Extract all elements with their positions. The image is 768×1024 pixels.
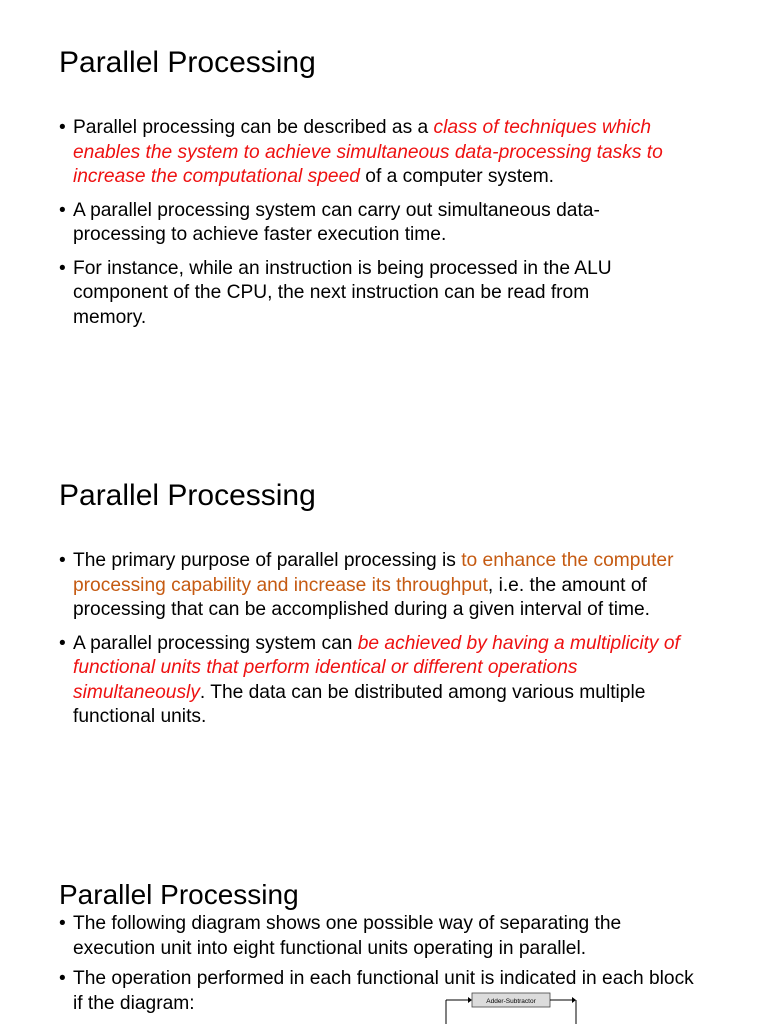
- bullet-text: Parallel processing can be described as a class of techniques which enables the system to achieve simultaneous data-processing tasks to increase the computational speed of a computer system.: [73, 117, 663, 187]
- bullet-dot: •: [59, 913, 66, 934]
- arrow-head-out: [572, 997, 576, 1003]
- bullet-dot: •: [59, 257, 66, 279]
- slide-title: Parallel Processing: [59, 879, 299, 910]
- bullet-item: [59, 257, 699, 331]
- bullet-text: The following diagram shows one possible way of separating the execution unit into eight functional units operating in parallel.: [73, 913, 622, 959]
- bullet-dot: •: [59, 117, 66, 138]
- slide-title: Parallel Processing: [59, 46, 316, 79]
- bullet-item: [59, 199, 699, 248]
- bullet-dot: •: [59, 550, 66, 571]
- bullet-text: A parallel processing system can carry out simultaneous data-processing to achieve faster execution time.: [73, 199, 600, 245]
- bullet-item: [59, 632, 699, 730]
- bullet-text: For instance, while an instruction is being processed in the ALU component of the CPU, the next instruction can be read from memory.: [73, 257, 612, 328]
- slide-1: [0, 0, 768, 360]
- slide-3: [0, 870, 768, 1024]
- bullet-text: A parallel processing system can be achieved by having a multiplicity of functional units that perform identical or different operations simultaneously. The data can be distributed among various multiple functional units.: [73, 632, 680, 727]
- bullet-dot: •: [59, 968, 66, 989]
- bullet-dot: •: [59, 632, 66, 654]
- bullet-text: The primary purpose of parallel processing is to enhance the computer processing capability and increase its throughput, i.e. the amount of processing that can be accomplished during a given interval of time.: [73, 550, 674, 620]
- bullet-list: [59, 912, 699, 1024]
- functional-units-diagram: [440, 990, 590, 1024]
- bullet-item: [59, 116, 699, 190]
- slide-2: [0, 470, 768, 770]
- bullet-list: [59, 549, 699, 739]
- bullet-dot: •: [59, 199, 66, 221]
- bullet-item: [59, 912, 699, 961]
- adder-subtractor-label: Adder-Subtractor: [486, 998, 536, 1005]
- bullet-item: [59, 549, 699, 623]
- arrow-head-in: [468, 997, 472, 1003]
- bullet-text: The operation performed in each functional unit is indicated in each block if the diagram:: [73, 968, 694, 1014]
- bullet-item: [59, 967, 699, 1016]
- slide-title: Parallel Processing: [59, 479, 316, 512]
- bullet-list: [59, 116, 699, 339]
